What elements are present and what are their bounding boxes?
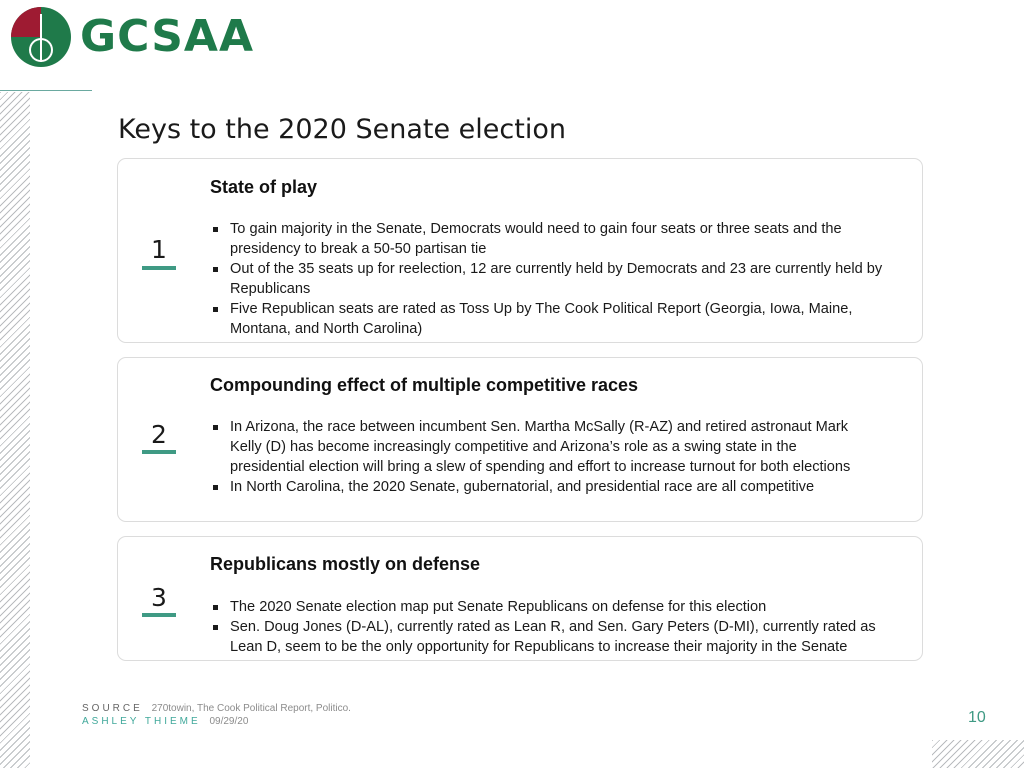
page-title: Keys to the 2020 Senate election <box>118 114 566 145</box>
bullet-item: Five Republican seats are rated as Toss Up by The Cook Political Report (Georgia, Iowa, Maine, Montana, and North Carolina) <box>210 299 906 339</box>
bullet-list <box>210 219 906 339</box>
left-hatch-decoration <box>0 92 30 768</box>
card-heading: State of play <box>210 177 318 197</box>
author-line <box>82 716 248 727</box>
gcsaa-logo <box>10 6 254 68</box>
logo-mark-icon <box>10 6 72 68</box>
page-number: 10 <box>968 709 986 726</box>
logo-wordmark: GCSAA <box>80 11 255 62</box>
card-heading: Republicans mostly on defense <box>210 554 481 574</box>
number-underline <box>142 266 176 270</box>
bullet-item: Out of the 35 seats up for reelection, 12 are currently held by Democrats and 23 are currently held by Republicans <box>210 259 906 299</box>
key-card-2 <box>117 357 923 522</box>
bullet-list <box>210 597 906 657</box>
bullet-item: Sen. Doug Jones (D-AL), currently rated as Lean R, and Sen. Gary Peters (D-MI), currently rated as Lean D, seem to be the only opportunity for Republicans to increase their majority in the Senate <box>210 617 906 657</box>
source-label: SOURCE <box>82 703 143 714</box>
card-number: 1 <box>151 235 167 264</box>
bottom-right-hatch-decoration <box>932 740 1024 768</box>
bullet-item: To gain majority in the Senate, Democrats would need to gain four seats or three seats and the presidency to break a 50-50 partisan tie <box>210 219 906 259</box>
key-card-1 <box>117 158 923 343</box>
card-number: 2 <box>151 420 167 449</box>
source-line <box>82 703 351 714</box>
bullet-item: In Arizona, the race between incumbent Sen. Martha McSally (R-AZ) and retired astronaut Mark Kelly (D) has become increasingly competitive and Arizona’s role as a swing state in the presidential election will bring a slew of spending and effort to increase turnout for both elections <box>210 417 856 477</box>
source-text: 270towin, The Cook Political Report, Politico. <box>151 703 351 714</box>
header-rule <box>0 90 92 91</box>
card-number: 3 <box>151 583 167 612</box>
author-label: ASHLEY THIEME <box>82 716 201 727</box>
card-heading: Compounding effect of multiple competitive races <box>210 375 639 395</box>
number-underline <box>142 613 176 617</box>
number-underline <box>142 450 176 454</box>
bullet-item: The 2020 Senate election map put Senate Republicans on defense for this election <box>210 597 906 617</box>
key-card-3 <box>117 536 923 661</box>
bullet-item: In North Carolina, the 2020 Senate, gubernatorial, and presidential race are all competitive <box>210 477 856 497</box>
author-date: 09/29/20 <box>209 716 249 727</box>
bullet-list <box>210 417 856 497</box>
